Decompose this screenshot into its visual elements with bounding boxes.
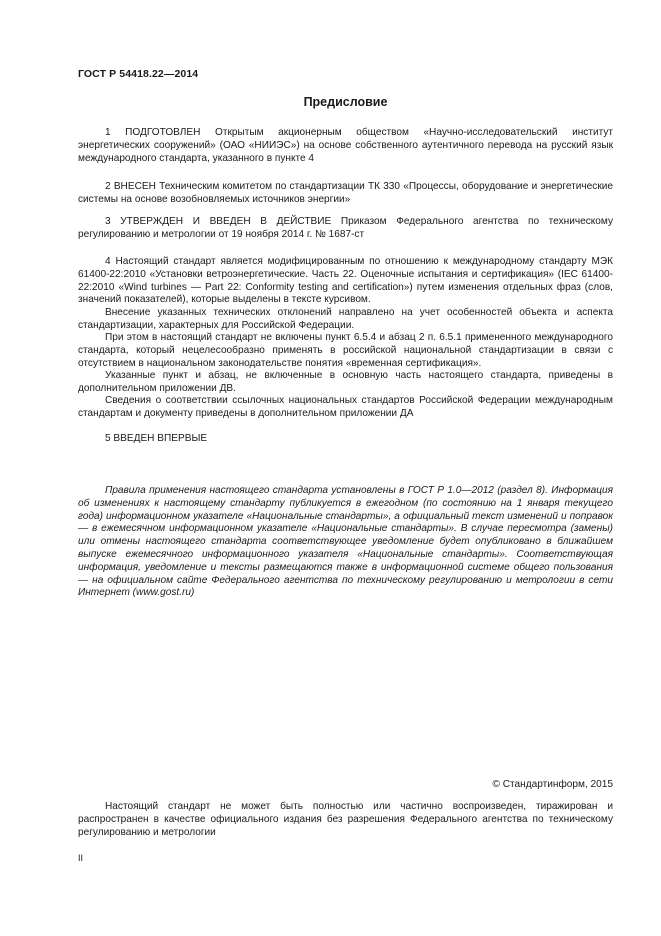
reproduction-notice: Настоящий стандарт не может быть полностью или частично воспроизведен, тиражирован и распространен в качестве официального издания без разрешения Федерального агентства по техническому регулированию и метрологии <box>78 801 613 838</box>
paragraph-first-introduced: 5 ВВЕДЕН ВПЕРВЫЕ <box>105 433 208 444</box>
paragraph-introduced: 2 ВНЕСЕН Техническим комитетом по стандартизации ТК 330 «Процессы, оборудование и энергетические системы на основе возобновляемых источников энергии» <box>78 181 613 205</box>
paragraph-annex-dv: Указанные пункт и абзац, не включенные в основную часть настоящего стандарта, приведены в дополнительном приложении ДВ. <box>78 370 613 394</box>
copyright: © Стандартинформ, 2015 <box>492 779 613 790</box>
paragraph-annex-da: Сведения о соответствии ссылочных национальных стандартов Российской Федерации международным стандартам и документу приведены в дополнительном приложении ДА <box>78 395 613 419</box>
paragraph-deviations: Внесение указанных технических отклонений направлено на учет особенностей объекта и аспекта стандартизации, характерных для Российской Федерации. <box>78 307 613 331</box>
paragraph-excluded-clauses: При этом в настоящий стандарт не включены пункт 6.5.4 и абзац 2 п. 6.5.1 примененного международного стандарта, который нецелесообразно применять в российской национальной стандартизации в связи с отсутствием в национальном законодательстве понятия «временная сертификация». <box>78 332 613 369</box>
paragraph-prepared: 1 ПОДГОТОВЛЕН Открытым акционерным обществом «Научно-исследовательский институт энергетических сооружений» (ОАО «НИИЭС») на основе собственного аутентичного перевода на русский язык международного стандарта, указанного в пункте 4 <box>78 127 613 164</box>
rules-notice: Правила применения настоящего стандарта установлены в ГОСТ Р 1.0—2012 (раздел 8). Информация об изменениях к настоящему стандарту публикуется в ежегодном (по состоянию на 1 января текущего года) информационном указателе «Национальные стандарты», а официальный текст изменений и поправок — в ежемесячном информационном указателе «Национальные стандарты». В случае пересмотра (замены) или отмены настоящего стандарта соответствующее уведомление будет опубликовано в ближайшем выпуске ежемесячного информационного указателя «Национальные стандарты». Соответствующая информация, уведомление и тексты размещаются также в информационной системе общего пользования — на официальном сайте Федерального агентства по техническому регулированию и метрологии в сети Интернет (www.gost.ru) <box>78 485 613 599</box>
page-number: II <box>78 853 84 863</box>
paragraph-modification: 4 Настоящий стандарт является модифицированным по отношению к международному стандарту МЭК 61400-22:2010 «Установки ветроэнергетические. Часть 22. Оценочные испытания и сертификация» (IEC 61400-22:2010 «Wind turbines — Part 22: Conformity testing and certification») путем изменения отдельных фраз (слов, значений показателей), которые выделены в тексте курсивом. <box>78 256 613 306</box>
paragraph-approved: 3 УТВЕРЖДЕН И ВВЕДЕН В ДЕЙСТВИЕ Приказом Федерального агентства по техническому регулированию и метрологии от 19 ноября 2014 г. № 1687-ст <box>78 216 613 240</box>
page-title: Предисловие <box>303 95 388 109</box>
standard-id: ГОСТ Р 54418.22—2014 <box>78 68 199 80</box>
